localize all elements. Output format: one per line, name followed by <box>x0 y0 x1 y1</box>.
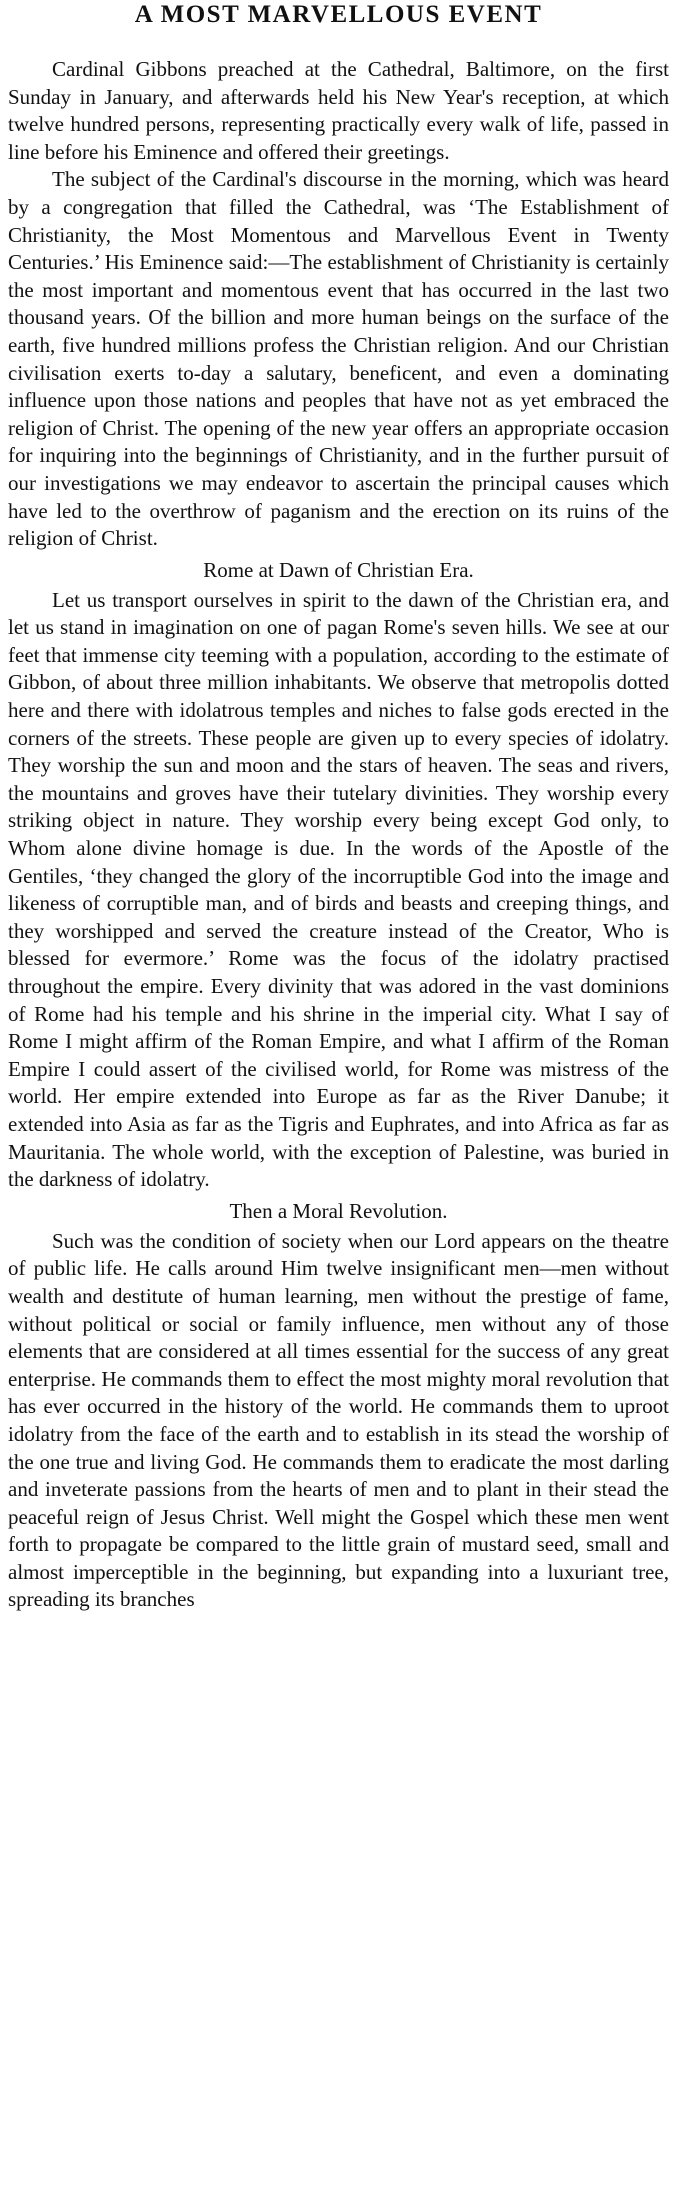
paragraph-intro: Cardinal Gibbons preached at the Cathedral, Baltimore, on the first Sunday in January, and afterwards held his New Year's reception, at which twelve hundred persons, representing practically every walk of life, passed in line before his Eminence and offered their greetings. <box>8 57 669 164</box>
paragraph-revolution: Such was the condition of society when our Lord appears on the theatre of public life. He calls around Him twelve insignificant men—men without wealth and destitute of human learning, men without the prestige of fame, without political or social or family influence, men without any of those elements that are considered at all times essential for the success of any great enterprise. He commands them to effect the most mighty moral revolution that has ever occurred in the history of the world. He commands them to uproot idolatry from the face of the earth and to establish in its stead the worship of the one true and living God. He commands them to eradicate the most darling and inveterate passions from the hearts of men and to plant in their stead the peaceful reign of Jesus Christ. Well might the Gospel which these men went forth to propagate be compared to the little grain of mustard seed, small and almost imperceptible in the beginning, but expanding into a luxuriant tree, spreading its branches <box>8 1228 669 1612</box>
subheading-rome: Rome at Dawn of Christian Era. <box>203 557 474 582</box>
paragraph-discourse: The subject of the Cardinal's discourse in the morning, which was heard by a congregation that filled the Cathedral, was ‘The Establishment of Christianity, the Most Momentous and Marvellous Event in Twenty Centuries.’ His Eminence said:—The establishment of Christianity is certainly the most important and momentous event that has occurred in the last two thousand years. Of the billion and more human beings on the surface of the earth, five hundred millions profess the Christian religion. And our Christian civilisation exerts to-day a salutary, beneficent, and even a dominating influence upon those nations and peoples that have not as yet embraced the religion of Christ. The opening of the new year offers an appropriate occasion for inquiring into the beginnings of Christianity, and in the further pursuit of our investigations we may endeavor to ascertain the principal causes which have led to the overthrow of paganism and the erection on its ruins of the religion of Christ. <box>8 167 669 551</box>
paragraph-rome: Let us transport ourselves in spirit to the dawn of the Christian era, and let us stand in imagination on one of pagan Rome's seven hills. We see at our feet that immense city teeming with a population, according to the estimate of Gibbon, of about three million inhabitants. We observe that metropolis dotted here and there with idolatrous temples and niches to false gods erected in the corners of the streets. These people are given up to every species of idolatry. They worship the sun and moon and the stars of heaven. The seas and rivers, the mountains and groves have their tutelary divinities. They worship every striking object in nature. They worship every being except God only, to Whom alone divine homage is due. In the words of the Apostle of the Gentiles, ‘they changed the glory of the incorruptible God into the image and likeness of corruptible man, and of birds and beasts and creeping things, and they worshipped and served the creature instead of the Creator, Who is blessed for evermore.’ Rome was the focus of the idolatry practised throughout the empire. Every divinity that was adored in the vast dominions of Rome had his temple and his shrine in the imperial city. What I say of Rome I might affirm of the Roman Empire, and what I affirm of the Roman Empire I could assert of the civilised world, for Rome was mistress of the world. Her empire extended into Europe as far as the River Danube; it extended into Asia as far as the Tigris and Euphrates, and into Africa as far as Mauritania. The whole world, with the exception of Palestine, was buried in the darkness of idolatry. <box>8 587 669 1192</box>
article-title: A MOST MARVELLOUS EVENT <box>134 1 543 28</box>
subheading-revolution: Then a Moral Revolution. <box>229 1198 448 1223</box>
